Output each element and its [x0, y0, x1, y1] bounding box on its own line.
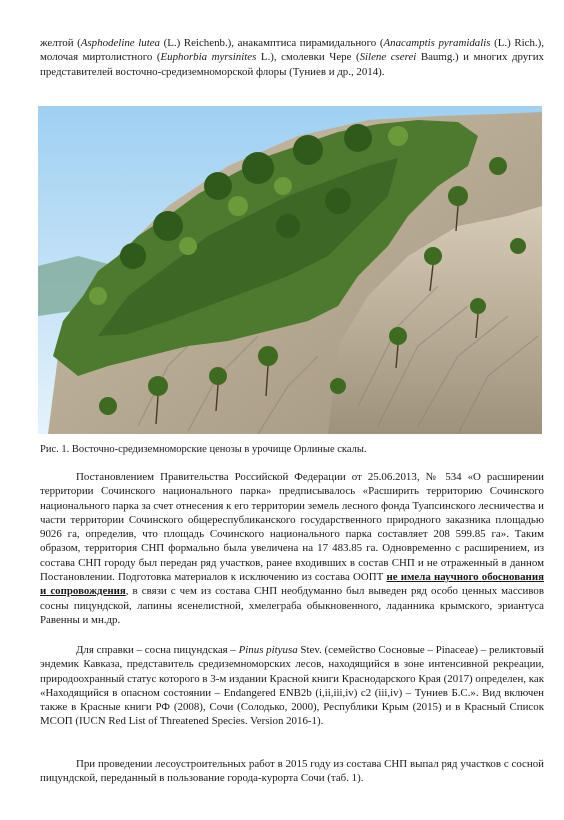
text: желтой (	[40, 37, 81, 49]
body-paragraph-reference	[40, 643, 544, 729]
species-name: Asphodeline lutea	[80, 37, 160, 49]
text: При проведении лесоустроительных работ в 2015 году из состава СНП выпал ряд участков с сосной пицундской, переданный в пользование города-курорта Сочи (таб. 1).	[40, 758, 544, 785]
text: (L.) Reichenb.), анакамптиса пирамидального (	[160, 37, 384, 49]
text: Stev. (семейство Сосновые – Pinaceae) – реликтовый эндемик Кавказа, представитель средиземноморских лесов, находящийся в зоне интенсивной рекреации, природоохранный статус которого в 3-м издании Красной книги Краснодарского Края (2017) определен, как «Находящийся в опасном состоянии – Endangered ENB2b (i,ii,iii,iv) c2 (iii,iv) – Туниев Б.С.». Вид включен также в Красные книги РФ (2008), Сочи (Солодько, 2000), Республики Крым (2015) и в Красный Список МСОП (IUCN Red List of Threatened Species. Version 2016-1).	[40, 644, 545, 728]
body-paragraph-forestry	[40, 757, 544, 786]
species-name: Pinus pityusa	[238, 644, 298, 656]
figure-caption: Рис. 1. Восточно-средиземноморские ценозы в урочище Орлиные скалы.	[40, 444, 367, 455]
text: L.), смолевки Чере (	[256, 51, 360, 64]
text: Для справки – сосна пицундская –	[76, 644, 239, 656]
species-name: Anacamptis pyramidalis	[383, 37, 491, 49]
emphasized-text: не имела научного обоснования и сопровождения	[40, 571, 544, 598]
species-name: Silene cserei	[359, 51, 417, 64]
text: (L.) Rich.), молочая миртолистного (	[40, 37, 545, 64]
intro-paragraph	[40, 36, 544, 79]
text: , в связи с чем из состава СНП необдуманно был выведен ряд особо ценных массивов сосны пицундской, лапины ясенелистной, хмелеграба обыкновенного, ладанника крымского, эриантуса Равенны и мн.др.	[40, 585, 544, 626]
body-paragraph-decree	[40, 470, 544, 627]
text: Baumg.) и многих других представителей восточно-средиземноморской флоры (Туниев и др., 2014).	[40, 51, 544, 78]
cliff-forest-photo	[38, 106, 542, 434]
text: Постановлением Правительства Российской Федерации от 25.06.2013, № 534 «О расширении территории Сочинского национального парка» предписывалось «Расширить территорию Сочинского национального парка за счет отнесения к его территории земель лесного фонда Туапсинского лесничества и части территории Сочинского общереспубликанского государственного природного заказника площадью 9026 га, определив, что площадь Сочинского национального парка составляет 208 599.85 га». Таким образом, территория СНП формально была увеличена на 17 483.85 га. Одновременно с расширением, из состава СНП городу был передан ряд участков, ранее входивших в состав СНП и не отраженный в данном Постановлении. Подготовка материалов к исключению из состава ООПТ	[40, 471, 544, 584]
species-name: Euphorbia myrsinites	[160, 51, 257, 64]
